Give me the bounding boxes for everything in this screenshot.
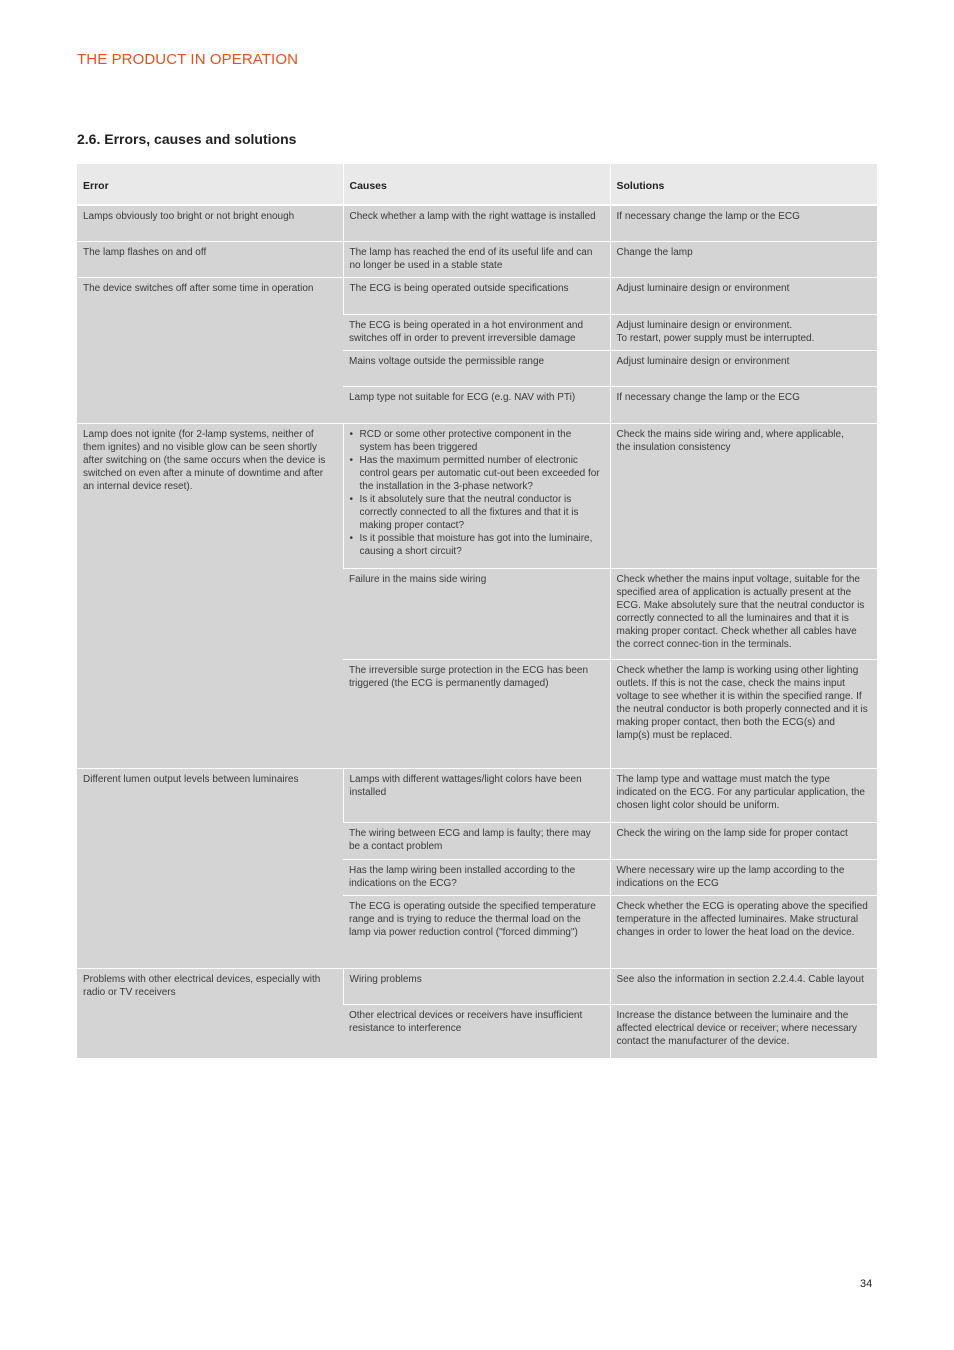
error-cell: Lamp does not ignite (for 2-lamp systems, neither of them ignites) and no visible glow can be seen shortly after switching on (the same occurs when the device is switched on even after a minute of downtime and after an internal device reset). xyxy=(77,423,343,768)
cause-cell: The irreversible surge protection in the ECG has been triggered (the ECG is permanently damaged) xyxy=(343,659,610,768)
solution-cell: Check whether the mains input voltage, suitable for the specified area of application is actually present at the ECG. Make absolutely sure that the neutral conductor is correctly connected to all the luminaires and that it is making proper contact. Check whether all cables have the correct connec-tion in the terminals. xyxy=(610,568,877,659)
cause-cell: Has the lamp wiring been installed according to the indications on the ECG? xyxy=(343,859,610,895)
cause-bullet-list xyxy=(350,428,604,558)
table-row xyxy=(77,205,877,241)
cause-cell: Mains voltage outside the permissible range xyxy=(343,350,610,386)
list-item: • Has the maximum permitted number of electronic control gears per automatic cut-out been exceeded for the installation in the 3-phase network? xyxy=(350,454,604,493)
cause-cell: The ECG is operating outside the specified temperature range and is trying to reduce the thermal load on the lamp via power reduction control ("forced dimming") xyxy=(343,895,610,968)
table-header-row xyxy=(77,164,877,205)
solution-cell: If necessary change the lamp or the ECG xyxy=(610,386,877,423)
solution-cell: If necessary change the lamp or the ECG xyxy=(610,205,877,241)
section-title: 2.6. Errors, causes and solutions xyxy=(77,131,297,147)
cause-cell: The ECG is being operated outside specifications xyxy=(343,277,610,314)
table-row xyxy=(77,423,877,568)
header-error: Error xyxy=(77,164,343,205)
cause-cell: The wiring between ECG and lamp is faulty; there may be a contact problem xyxy=(343,822,610,859)
error-cell: The device switches off after some time in operation xyxy=(77,277,343,423)
cause-cell: Lamps with different wattages/light colors have been installed xyxy=(343,768,610,822)
cause-cell: The ECG is being operated in a hot environment and switches off in order to prevent irreversible damage xyxy=(343,314,610,350)
solution-cell: Where necessary wire up the lamp according to the indications on the ECG xyxy=(610,859,877,895)
page-number: 34 xyxy=(860,1278,873,1290)
cause-cell: Other electrical devices or receivers have insufficient resistance to interference xyxy=(343,1004,610,1058)
solution-cell: Check whether the ECG is operating above the specified temperature in the affected luminaires. Make structural changes in order to lower the heat load on the device. xyxy=(610,895,877,968)
table-row xyxy=(77,968,877,1004)
running-header: THE PRODUCT IN OPERATION xyxy=(77,51,299,68)
solution-cell: See also the information in section 2.2.4.4. Cable layout xyxy=(610,968,877,1004)
table-row xyxy=(77,768,877,822)
list-item: • RCD or some other protective component in the system has been triggered xyxy=(350,428,604,454)
solution-cell: Check the wiring on the lamp side for proper contact xyxy=(610,822,877,859)
solution-cell: Adjust luminaire design or environment xyxy=(610,350,877,386)
table-row xyxy=(77,241,877,277)
error-cell: The lamp flashes on and off xyxy=(77,241,343,277)
list-item: • Is it possible that moisture has got into the luminaire, causing a short circuit? xyxy=(350,532,604,558)
solution-cell: Change the lamp xyxy=(610,241,877,277)
error-cell: Lamps obviously too bright or not bright enough xyxy=(77,205,343,241)
solution-cell: Increase the distance between the luminaire and the affected electrical device or receiver; where necessary contact the manufacturer of the device. xyxy=(610,1004,877,1058)
error-cell: Problems with other electrical devices, especially with radio or TV receivers xyxy=(77,968,343,1058)
cause-cell: Failure in the mains side wiring xyxy=(343,568,610,659)
errors-table xyxy=(77,164,877,1059)
cause-cell xyxy=(343,423,610,568)
cause-cell: Wiring problems xyxy=(343,968,610,1004)
solution-cell: The lamp type and wattage must match the type indicated on the ECG. For any particular application, the chosen light color should be uniform. xyxy=(610,768,877,822)
header-solutions: Solutions xyxy=(610,164,877,205)
solution-cell: Check whether the lamp is working using other lighting outlets. If this is not the case, check the mains input voltage to see whether it is within the specified range. If the neutral conductor is both properly connected and it is making proper contact, then both the ECG(s) and lamp(s) must be replaced. xyxy=(610,659,877,768)
list-item: • Is it absolutely sure that the neutral conductor is correctly connected to all the fixtures and that it is making proper contact? xyxy=(350,493,604,532)
cause-cell: Check whether a lamp with the right wattage is installed xyxy=(343,205,610,241)
cause-cell: The lamp has reached the end of its useful life and can no longer be used in a stable state xyxy=(343,241,610,277)
error-cell: Different lumen output levels between luminaires xyxy=(77,768,343,968)
header-causes: Causes xyxy=(343,164,610,205)
cause-cell: Lamp type not suitable for ECG (e.g. NAV with PTi) xyxy=(343,386,610,423)
solution-cell: Check the mains side wiring and, where applicable, the insulation consistency xyxy=(610,423,877,568)
solution-cell: Adjust luminaire design or environment. To restart, power supply must be interrupted. xyxy=(610,314,877,350)
table-row xyxy=(77,277,877,314)
solution-cell: Adjust luminaire design or environment xyxy=(610,277,877,314)
